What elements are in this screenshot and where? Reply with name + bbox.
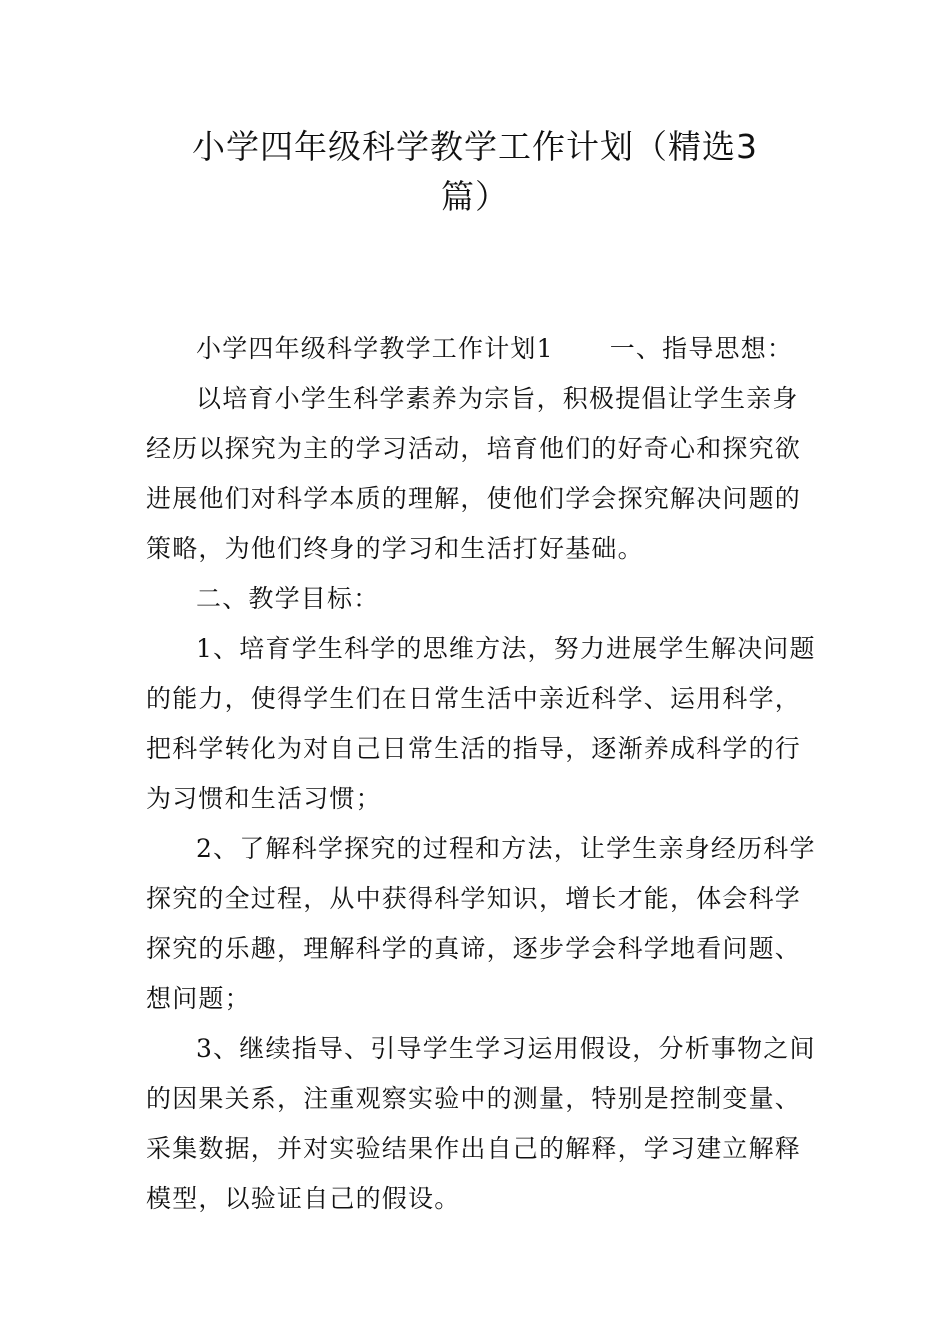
paragraph-goal-1: [146, 624, 816, 824]
paragraph-goal-2: [146, 824, 816, 1024]
section-2-heading-block: [146, 574, 810, 624]
paragraph-line: 策略，为他们终身的学习和生活打好基础。: [146, 534, 644, 563]
plan-heading: 小学四年级科学教学工作计划1: [196, 334, 554, 363]
paragraph-line: 探究的全过程，从中获得科学知识，增长才能，体会科学: [146, 884, 802, 913]
title-line-2: 篇）: [441, 177, 509, 216]
document-body: [146, 324, 816, 1224]
paragraph-line: 以培育小学生科学素养为宗旨，积极提倡让学生亲身: [196, 384, 799, 413]
paragraph-line: 3、继续指导、引导学生学习运用假设，分析事物之间: [196, 1034, 816, 1063]
section-2-heading: 二、教学目标：: [196, 584, 380, 613]
paragraph-goal-3: [146, 1024, 816, 1224]
paragraph-line: 2、了解科学探究的过程和方法，让学生亲身经历科学: [196, 834, 816, 863]
paragraph-line: 模型，以验证自己的假设。: [146, 1184, 461, 1213]
paragraph-line: 1、培育学生科学的思维方法，努力进展学生解决问题: [196, 634, 816, 663]
section-1-heading: 一、指导思想：: [609, 334, 794, 363]
paragraph-line: 经历以探究为主的学习活动，培育他们的好奇心和探究欲: [146, 434, 802, 463]
plan-heading-row: [146, 324, 810, 374]
paragraph-line: 采集数据，并对实验结果作出自己的解释，学习建立解释: [146, 1134, 802, 1163]
paragraph-line: 把科学转化为对自己日常生活的指导，逐渐养成科学的行: [146, 734, 802, 763]
paragraph-line: 为习惯和生活习惯；: [146, 784, 382, 813]
document-title: [140, 122, 810, 222]
paragraph-guiding-thought: [146, 374, 810, 574]
title-line-1: 小学四年级科学教学工作计划（精选3: [192, 127, 758, 166]
paragraph-line: 进展他们对科学本质的理解，使他们学会探究解决问题的: [146, 484, 802, 513]
paragraph-line: 的能力，使得学生们在日常生活中亲近科学、运用科学，: [146, 684, 802, 713]
paragraph-line: 探究的乐趣，理解科学的真谛，逐步学会科学地看问题、: [146, 934, 802, 963]
paragraph-line: 的因果关系，注重观察实验中的测量，特别是控制变量、: [146, 1084, 802, 1113]
paragraph-line: 想问题；: [146, 984, 251, 1013]
